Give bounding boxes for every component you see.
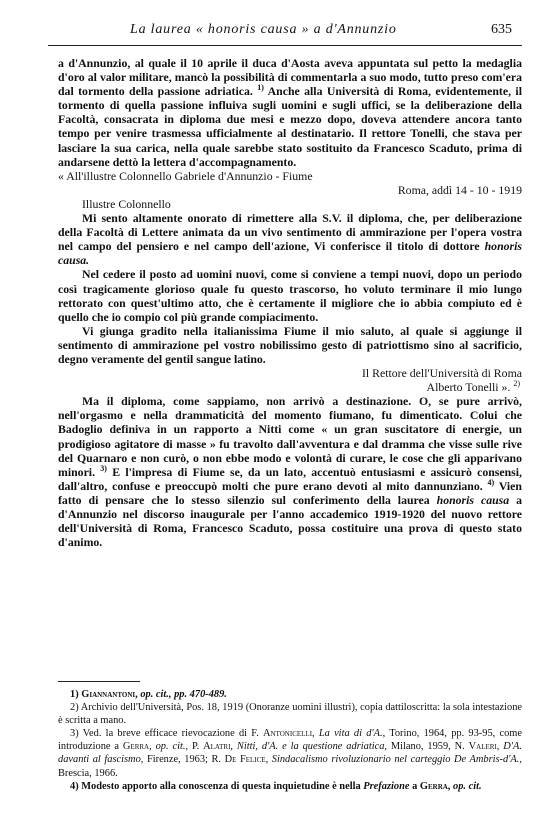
main-text bbox=[58, 56, 522, 549]
running-header bbox=[62, 22, 512, 42]
running-title: La laurea « honoris causa » a d'Annunzio bbox=[130, 22, 397, 37]
footnote-rule bbox=[58, 681, 140, 682]
honoris-causa-italic: honoris causa. bbox=[58, 239, 523, 268]
footnote-ref-1: 1) bbox=[257, 83, 264, 93]
footnote-2: 2) Archivio dell'Università, Pos. 18, 1919 (Onoranze uomini illustri), copia dattiloscritta: la sola intestazione è scritta a mano. bbox=[58, 702, 522, 727]
letter-paragraph-2: Nel cedere il posto ad uomini nuovi, come si conviene a tempi nuovi, dopo un periodo così tragicamente glorioso quale fu questo trascorso, ho voluto terminare il mio lungo rettorato con quest'ultimo atto, che è certamente il migliore che io abbia compiuto ed è quello che io compio col più grande compiacimento. bbox=[58, 267, 522, 324]
page-number: 635 bbox=[491, 22, 512, 37]
footnote-ref-3: 3) bbox=[100, 463, 107, 473]
letter-paragraph-3: Vi giunga gradito nella italianissima Fiume il mio saluto, al quale si aggiunge il sentimento di ammirazione pel vostro nobilissimo gesto di patriottismo sino al sacrificio, degno veramente del gentil sangue latino. bbox=[58, 323, 522, 366]
letter-salutation: Illustre Colonnello bbox=[82, 196, 171, 211]
footnote-1: 1) Giannantoni, op. cit., pp. 470-489. bbox=[70, 689, 227, 700]
signature-title: Il Rettore dell'Università di Roma bbox=[361, 366, 522, 381]
header-rule bbox=[48, 45, 522, 46]
footnote-ref-2: 2) bbox=[513, 379, 520, 389]
footnotes bbox=[58, 688, 522, 793]
paragraph-after-letter: Ma il diploma, come sappiamo, non arrivò a destinazione. O, se pure arrivò, nell'orgasmo e nella drammaticità del momento fiumano, fu dimenticato. Colui che Badoglio definiva in un rapporto a Nitti come « un gran suscitatore di energie, un prodigioso agitatore di masse » fu travolto dall'avventura e dal dramma che visse sulle rive del Quarnaro e non curò, o non ebbe modo e volontà di curare, le cose che gli apparivano minori. $^{3)}$ E l'impresa di Fiume se, da un lato, accentuò entusiasmi e assicurò consensi, dall'altro, confuse e preoccupò molti che pure erano devoti al mito dannunziano. $^{4)}$ Vien fatto di pensare che lo stesso silenzio sul conferimento della laurea honoris causa a d'Annunzio nel discorso inaugurale per l'anno accademico 1919-1920 del nuovo rettore dell'Università di Roma, Francesco Scaduto, possa costituire una prova di questo stato d'animo. bbox=[58, 394, 522, 550]
footnote-4: 4) Modesto apporto alla conoscenza di questa inquietudine è nella Prefazione a Gerra, op. cit. bbox=[70, 780, 482, 792]
footnote-ref-4: 4) bbox=[487, 477, 495, 487]
paragraph-1: a d'Annunzio, al quale il 10 aprile il duca d'Aosta aveva appuntata sul petto la medaglia d'oro al valor militare, mancò la possibilità di commentarla a suo modo, tutto preso com'era dal tormento della passione adriatica. $^{1)}$ Anche alla Università di Roma, evidentemente, il tormento di quella passione influiva sugli uomini e sugli uffici, se la deliberazione della Facoltà, consacrata in diploma due mesi e mezzo dopo, doveva attendere ancora tanto tempo per venire trasmessa ufficialmente al destinatario. Il rettore Tonelli, che stava per lasciare la sua carica, nella quale sarebbe stato sostituito da Francesco Scaduto, prima di andarsene dettò la lettera d'accompagnamento. bbox=[58, 56, 522, 169]
letter-date: Roma, addì 14 - 10 - 1919 bbox=[397, 182, 522, 197]
honoris-causa-italic-2: honoris causa bbox=[436, 492, 510, 507]
signature-name: Alberto Tonelli ». $^{2)}$ bbox=[426, 379, 520, 395]
letter-heading: « All'illustre Colonnello Gabriele d'Annunzio - Fiume bbox=[58, 168, 313, 183]
footnote-3: 3) Ved. la breve efficace rievocazione di F. Antonicelli, La vita di d'A., Torino, 1964, pp. 93-95, come introduzione a Gerra, op. cit., P. Alatri, Nitti, d'A. e la questione adriatica, Milano, 1959, N. Valeri, D'A. davanti al fascismo, Firenze, 1963; R. De Felice, Sindacalismo rivoluzionario nel carteggio De Ambris-d'A., Brescia, 1966. bbox=[58, 728, 522, 779]
letter-paragraph-1: Mi sento altamente onorato di rimettere alla S.V. il diploma, che, per deliberazione della Facoltà di Lettere animata da un vivo sentimento di ammirazione per l'opera vostra nel campo del pensiero e nel campo dell'azione, Vi conferisce il titolo di dottore honoris causa. bbox=[58, 211, 523, 268]
